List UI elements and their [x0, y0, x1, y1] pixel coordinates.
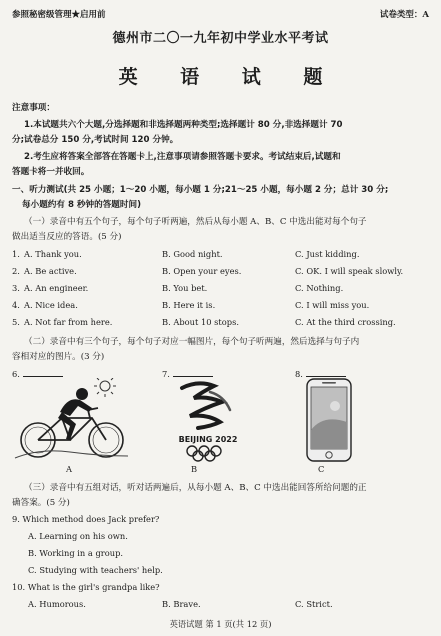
question-number: 4.	[12, 300, 20, 310]
question-number: 1.	[12, 249, 20, 259]
cyclist-picture	[10, 378, 135, 463]
option-c: C. At the third crossing.	[295, 317, 396, 327]
notes-line-2: 分;试卷总分 150 分,考试时间 120 分钟。	[12, 135, 179, 145]
section-1-heading: 一、听力测试(共 25 小题；1～20 小题，每小题 1 分;21～25 小题，每小题 2 分；总计 30 分;	[12, 185, 389, 195]
exam-title: 德州市二〇一九年初中学业水平考试	[112, 31, 329, 46]
answer-blank	[306, 368, 346, 377]
question-number: 3.	[12, 283, 20, 293]
question-number: 8.	[295, 369, 303, 379]
option-b: B. Here it is.	[162, 300, 216, 310]
option-a: A. Be active.	[24, 266, 77, 276]
beijing-2022-text: BEIJING 2022	[178, 435, 238, 444]
option-b: B. Good night.	[162, 249, 223, 259]
notes-line-3: 2.考生应将答案全部答在答题卡上,注意事项请参照答题卡要求。考试结束后,试题和	[24, 152, 341, 162]
question-number: 6.	[12, 369, 20, 379]
part-2-instruction-1: （二）录音中有三个句子，每个句子对应一幅图片，每个句子听两遍，然后选择与句子内	[24, 337, 360, 347]
question-number: 5.	[12, 317, 20, 327]
question-number: 7.	[162, 369, 170, 379]
part-1-instruction-1: （一）录音中有五个句子，每个句子听两遍，然后从每小题 A、B、C 中选出能对每个句子	[24, 217, 367, 227]
question-10-option-a: A. Humorous.	[28, 599, 86, 609]
option-c: C. Nothing.	[295, 283, 344, 293]
page-footer: 英语试题 第 1 页(共 12 页)	[169, 619, 272, 629]
paper-type-label: 试卷类型：A	[379, 10, 429, 20]
option-b: B. Open your eyes.	[162, 266, 242, 276]
option-a: A. Not far from here.	[24, 317, 113, 327]
question-row	[12, 300, 370, 310]
question-10: 10. What is the girl's grandpa like?	[12, 582, 160, 592]
section-1-heading-2: 每小题约有 8 秒钟的答题时间)	[22, 200, 142, 210]
option-b: B. You bet.	[162, 283, 208, 293]
smartphone-picture	[305, 378, 355, 463]
question-9: 9. Which method does Jack prefer?	[12, 514, 160, 524]
notes-heading: 注意事项：	[12, 103, 55, 113]
question-10-option-b: B. Brave.	[162, 599, 201, 609]
part-2-instruction-2: 容相对应的图片。(3 分)	[12, 352, 105, 362]
question-row	[12, 266, 404, 276]
question-9-option-b: B. Working in a group.	[28, 548, 124, 558]
option-a: A. Nice idea.	[24, 300, 78, 310]
question-10-option-c: C. Strict.	[295, 599, 333, 609]
question-9-option-a: A. Learning on his own.	[28, 531, 128, 541]
question-row	[12, 249, 360, 259]
part-3-instruction-1: （三）录音中有五组对话，听对话两遍后，从每小题 A、B、C 中选出能回答所给问题的正	[24, 483, 367, 493]
picture-label-b: B	[191, 464, 198, 474]
notes-line-4: 答题卡将一并收回。	[12, 167, 90, 177]
part-3-instruction-2: 确答案。(5 分)	[12, 498, 70, 508]
question-row	[12, 317, 396, 327]
answer-blank	[173, 368, 213, 377]
part-1-instruction-2: 做出适当反应的答语。(5 分)	[12, 232, 122, 242]
question-number: 2.	[12, 266, 20, 276]
picture-label-c: C	[318, 464, 325, 474]
question-row	[12, 283, 344, 293]
subject-title: 英 语 试 题	[118, 66, 341, 88]
beijing-2022-emblem	[168, 378, 248, 463]
answer-blank	[23, 368, 63, 377]
confidentiality-label: 参照秘密级管理★启用前	[12, 10, 106, 20]
question-9-option-c: C. Studying with teachers' help.	[28, 565, 163, 575]
option-a: A. An engineer.	[24, 283, 89, 293]
option-c: C. OK. I will speak slowly.	[295, 266, 404, 276]
picture-label-a: A	[66, 464, 72, 474]
option-a: A. Thank you.	[24, 249, 82, 259]
option-c: C. Just kidding.	[295, 249, 360, 259]
notes-line-1: 1.本试题共六个大题,分选择题和非选择题两种类型;选择题计 80 分,非选择题计 70	[24, 120, 343, 130]
option-c: C. I will miss you.	[295, 300, 370, 310]
option-b: B. About 10 stops.	[162, 317, 239, 327]
